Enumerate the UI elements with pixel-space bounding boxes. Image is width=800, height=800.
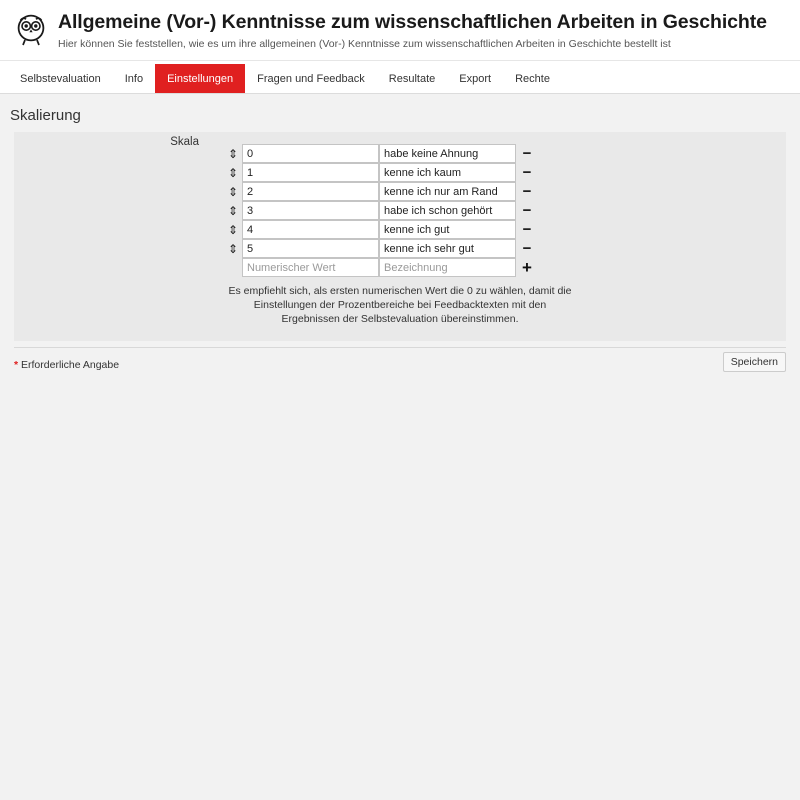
header-texts bbox=[58, 10, 786, 52]
tab-einstellungen[interactable]: Einstellungen bbox=[155, 64, 245, 93]
scale-value-input[interactable] bbox=[242, 220, 379, 239]
skala-field-label: Skala bbox=[170, 136, 199, 149]
required-note bbox=[14, 359, 119, 371]
scale-label-input[interactable] bbox=[379, 182, 516, 201]
drag-handle-icon[interactable]: ⇕ bbox=[227, 146, 239, 161]
drag-handle-icon[interactable]: ⇕ bbox=[227, 222, 239, 237]
drag-handle-icon[interactable]: ⇕ bbox=[227, 184, 239, 199]
main-navigation bbox=[0, 60, 800, 94]
skalierung-panel bbox=[14, 132, 786, 341]
tab-resultate[interactable]: Resultate bbox=[377, 64, 447, 93]
table-row bbox=[224, 201, 786, 220]
new-scale-label-input[interactable] bbox=[379, 258, 516, 277]
new-scale-value-input[interactable] bbox=[242, 258, 379, 277]
table-row bbox=[224, 182, 786, 201]
remove-row-button[interactable]: − bbox=[516, 146, 538, 161]
scale-value-input[interactable] bbox=[242, 144, 379, 163]
new-row bbox=[224, 258, 786, 277]
drag-handle-icon[interactable]: ⇕ bbox=[227, 165, 239, 180]
form-footer bbox=[14, 347, 786, 385]
scale-label-input[interactable] bbox=[379, 201, 516, 220]
page-title: Allgemeine (Vor-) Kenntnisse zum wissenschaftlichen Arbeiten in Geschichte bbox=[58, 11, 767, 33]
tab-export[interactable]: Export bbox=[447, 64, 503, 93]
section-title: Skalierung bbox=[10, 107, 81, 125]
scale-value-input[interactable] bbox=[242, 201, 379, 220]
remove-row-button[interactable]: − bbox=[516, 203, 538, 218]
app-header bbox=[0, 0, 800, 60]
remove-row-button[interactable]: − bbox=[516, 222, 538, 237]
scale-hint-text: Es empfiehlt sich, als ersten numerischen Wert die 0 zu wählen, damit die Einstellungen der Prozentbereiche bei Feedbacktexten mit den Ergebnissen der Selbstevaluation übereinstimmen. bbox=[228, 285, 572, 326]
tab-info[interactable]: Info bbox=[113, 64, 155, 93]
page-subtitle: Hier können Sie feststellen, wie es um ihre allgemeinen (Vor-) Kenntnisse zum wissenschaftlichen Arbeiten in Geschichte bestellt ist bbox=[58, 38, 671, 51]
tab-selbstevaluation[interactable]: Selbstevaluation bbox=[8, 64, 113, 93]
drag-handle-icon[interactable]: ⇕ bbox=[227, 241, 239, 256]
save-button[interactable]: Speichern bbox=[723, 352, 786, 372]
tab-rechte[interactable]: Rechte bbox=[503, 64, 562, 93]
table-row bbox=[224, 239, 786, 258]
drag-handle-icon[interactable]: ⇕ bbox=[227, 203, 239, 218]
required-star: * bbox=[14, 358, 19, 371]
owl-icon bbox=[14, 13, 48, 47]
table-row bbox=[224, 220, 786, 239]
scale-label-input[interactable] bbox=[379, 220, 516, 239]
remove-row-button[interactable]: − bbox=[516, 241, 538, 256]
remove-row-button[interactable]: − bbox=[516, 165, 538, 180]
remove-row-button[interactable]: − bbox=[516, 184, 538, 199]
required-note-label: Erforderliche Angabe bbox=[21, 358, 120, 371]
scale-label-input[interactable] bbox=[379, 163, 516, 182]
scale-label-input[interactable] bbox=[379, 239, 516, 258]
scale-value-input[interactable] bbox=[242, 182, 379, 201]
table-row bbox=[224, 163, 786, 182]
scale-value-input[interactable] bbox=[242, 239, 379, 258]
table-row bbox=[224, 144, 786, 163]
tab-fragen-und-feedback[interactable]: Fragen und Feedback bbox=[245, 64, 377, 93]
scale-rows bbox=[224, 144, 786, 277]
scale-label-input[interactable] bbox=[379, 144, 516, 163]
scale-value-input[interactable] bbox=[242, 163, 379, 182]
add-row-button[interactable]: + bbox=[516, 259, 538, 276]
